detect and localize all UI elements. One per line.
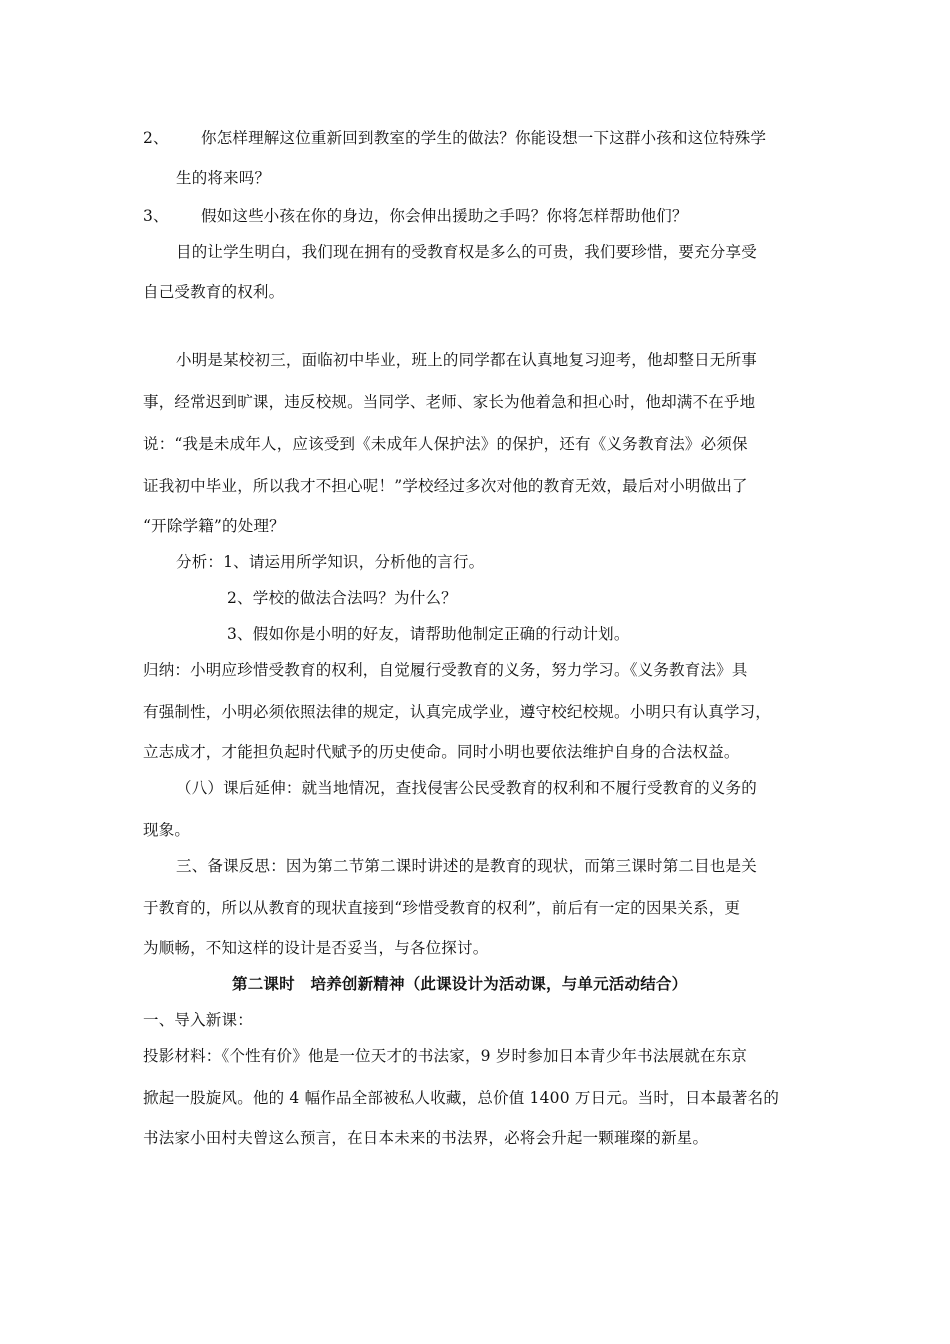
analysis-question-2: 2、学校的做法合法吗？为什么？ bbox=[227, 589, 457, 607]
reflection-line-2: 于教育的，所以从教育的现状直接到“珍惜受教育的权利”，前后有一定的因果关系，更 bbox=[143, 899, 741, 917]
reflection-line-1: 三、备课反思：因为第二节第二课时讲述的是教育的现状，而第三课时第二目也是关 bbox=[176, 857, 757, 875]
lesson-2-title: 第二课时 培养创新精神（此课设计为活动课，与单元活动结合） bbox=[232, 974, 688, 993]
intro-heading: 一、导入新课： bbox=[143, 1011, 253, 1029]
question-3-number: 3、 bbox=[143, 207, 169, 225]
material-line-2: 掀起一股旋风。他的 4 幅作品全部被私人收藏，总价值 1400 万日元。当时，日本最著名的 bbox=[143, 1089, 780, 1107]
material-line-3: 书法家小田村夫曾这么预言，在日本未来的书法界，必将会升起一颗璀璨的新星。 bbox=[143, 1129, 709, 1147]
question-3-text: 假如这些小孩在你的身边，你会伸出援助之手吗？你将怎样帮助他们？ bbox=[201, 207, 688, 225]
analysis-question-3: 3、假如你是小明的好友，请帮助他制定正确的行动计划。 bbox=[227, 625, 630, 643]
question-2-line-1 bbox=[143, 128, 766, 148]
summary-line-3: 立志成才，才能担负起时代赋予的历史使命。同时小明也要依法维护自身的合法权益。 bbox=[143, 743, 740, 761]
question-2-line-2: 生的将来吗？ bbox=[176, 169, 271, 187]
analysis-question-1: 分析：1、请运用所学知识，分析他的言行。 bbox=[176, 553, 485, 571]
purpose-line-2: 自己受教育的权利。 bbox=[143, 283, 285, 301]
extension-line-2: 现象。 bbox=[143, 821, 191, 839]
question-3 bbox=[143, 206, 688, 226]
purpose-line-1: 目的让学生明白，我们现在拥有的受教育权是多么的可贵，我们要珍惜，要充分享受 bbox=[176, 243, 757, 261]
case-line-4: 证我初中毕业，所以我才不担心呢！”学校经过多次对他的教育无效，最后对小明做出了 bbox=[143, 477, 748, 495]
summary-line-1: 归纳：小明应珍惜受教育的权利，自觉履行受教育的义务，努力学习。《义务教育法》具 bbox=[143, 661, 748, 679]
material-line-1: 投影材料：《个性有价》他是一位天才的书法家，9 岁时参加日本青少年书法展就在东京 bbox=[143, 1047, 748, 1065]
case-line-1: 小明是某校初三，面临初中毕业，班上的同学都在认真地复习迎考，他却整日无所事 bbox=[176, 351, 757, 369]
case-line-5: “开除学籍”的处理？ bbox=[143, 517, 285, 535]
extension-line-1: （八）课后延伸：就当地情况，查找侵害公民受教育的权利和不履行受教育的义务的 bbox=[176, 779, 757, 797]
reflection-line-3: 为顺畅，不知这样的设计是否妥当，与各位探讨。 bbox=[143, 939, 489, 957]
question-2-text: 你怎样理解这位重新回到教室的学生的做法？你能设想一下这群小孩和这位特殊学 bbox=[201, 129, 767, 147]
case-line-3: 说：“我是未成年人，应该受到《未成年人保护法》的保护，还有《义务教育法》必须保 bbox=[143, 435, 748, 453]
question-2-number: 2、 bbox=[143, 129, 169, 147]
summary-line-2: 有强制性，小明必须依照法律的规定，认真完成学业，遵守校纪校规。小明只有认真学习， bbox=[143, 703, 772, 721]
case-line-2: 事，经常迟到旷课，违反校规。当同学、老师、家长为他着急和担心时，他却满不在乎地 bbox=[143, 393, 756, 411]
